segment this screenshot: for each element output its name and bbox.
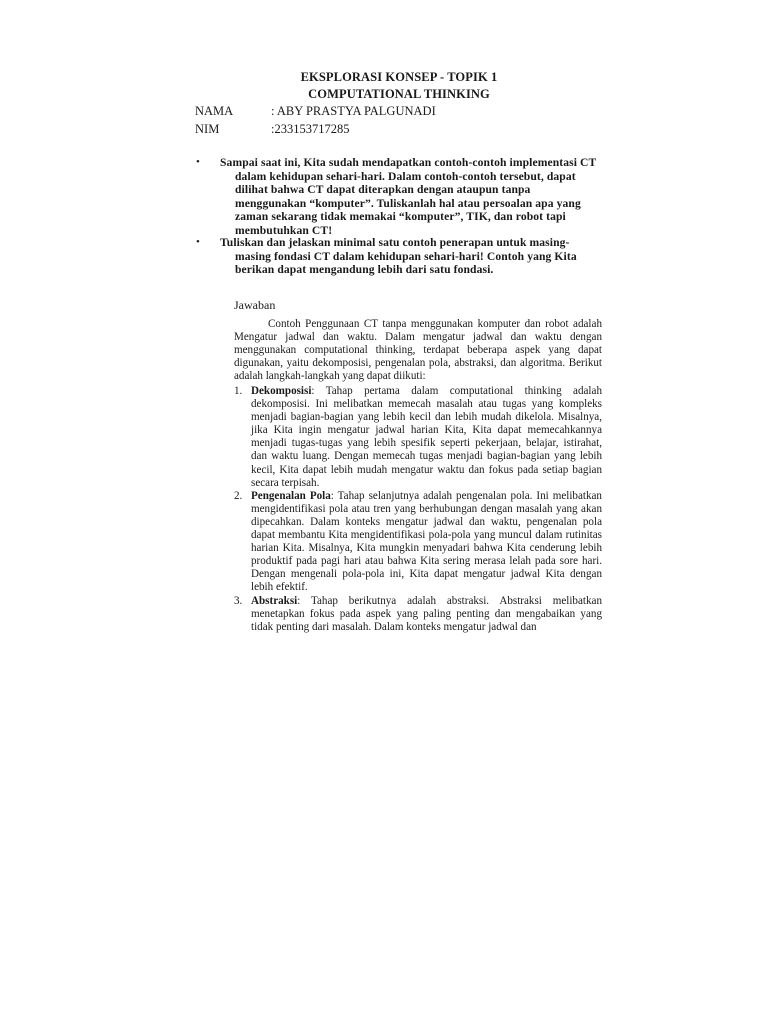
list-item (234, 595, 602, 634)
question-2 (196, 236, 597, 277)
list-number: 1. (234, 385, 243, 397)
list-number: 3. (234, 594, 243, 607)
nim-label: NIM (195, 122, 220, 136)
step-term: Dekomposisi (251, 385, 312, 397)
name-value: : ABY PRASTYA PALGUNADI (271, 104, 436, 118)
list-item (234, 385, 602, 490)
question-1 (196, 156, 597, 238)
nim-value: :233153717285 (271, 122, 350, 136)
document-subtitle: COMPUTATIONAL THINKING (308, 87, 490, 101)
step-text: : Tahap selanjutnya adalah pengenalan pola. Ini melibatkan mengidentifikasi pola atau tren yang berhubungan dengan masalah yang akan dipecahkan. Dalam konteks mengatur jadwal dan waktu, pengenalan pola dapat membantu Kita mengidentifikasi pola-pola yang muncul dalam rutinitas harian Kita. Misalnya, Kita mungkin menyadari bahwa Kita cenderung lebih produktif pada pagi hari atau bahwa Kita sering merasa lelah pada sore hari. Dengan mengenali pola-pola ini, Kita dapat mengatur jadwal Kita dengan lebih efektif. (251, 489, 602, 594)
document-title: EKSPLORASI KONSEP - TOPIK 1 (300, 70, 498, 84)
bullet-marker: • (196, 236, 200, 248)
steps-list (234, 385, 602, 634)
answer-heading: Jawaban (234, 298, 276, 312)
answer-intro: Contoh Penggunaan CT tanpa menggunakan komputer dan robot adalah Mengatur jadwal dan waktu. Dalam mengatur jadwal dan waktu dengan menggunakan computational thinking, terdapat beberapa aspek yang dapat digunakan, yaitu dekomposisi, pengenalan pola, abstraksi, dan algoritma. Berikut adalah langkah-langkah yang dapat diikuti: (234, 318, 602, 383)
step-text: : Tahap pertama dalam computational thinking adalah dekomposisi. Ini melibatkan memecah masalah atau tugas yang kompleks menjadi bagian-bagian yang lebih kecil dan lebih mudah dikelola. Misalnya, jika Kita ingin mengatur jadwal harian Kita, Kita dapat memecahkannya menjadi tugas-tugas yang lebih spesifik seperti pekerjaan, belajar, istirahat, dan waktu luang. Dengan memecah tugas menjadi bagian-bagian yang lebih kecil, Kita dapat lebih mudah mengatur waktu dan fokus pada setiap bagian secara terpisah. (251, 385, 602, 489)
step-term: Abstraksi (251, 594, 298, 607)
list-item (234, 490, 602, 595)
step-text: : Tahap berikutnya adalah abstraksi. Abstraksi melibatkan menetapkan fokus pada aspek yang paling penting dan mengabaikan yang tidak penting dari masalah. Dalam konteks mengatur jadwal dan (251, 594, 602, 633)
name-label: NAMA (195, 104, 234, 118)
list-number: 2. (234, 489, 243, 502)
step-term: Pengenalan Pola (251, 489, 331, 502)
question-1-text: Sampai saat ini, Kita sudah mendapatkan contoh-contoh implementasi CT dalam kehidupan sehari-hari. Dalam contoh-contoh tersebut, dapat dilihat bahwa CT dapat diterapkan dengan ataupun tanpa menggunakan “komputer”. Tuliskanlah hal atau persoalan apa yang zaman sekarang tidak memakai “komputer”, TIK, dan robot tapi membutuhkan CT! (220, 156, 597, 237)
bullet-marker: • (196, 156, 200, 168)
question-2-text: Tuliskan dan jelaskan minimal satu contoh penerapan untuk masing-masing fondasi CT dalam kehidupan sehari-hari! Contoh yang Kita berikan dapat mengandung lebih dari satu fondasi. (220, 236, 577, 277)
